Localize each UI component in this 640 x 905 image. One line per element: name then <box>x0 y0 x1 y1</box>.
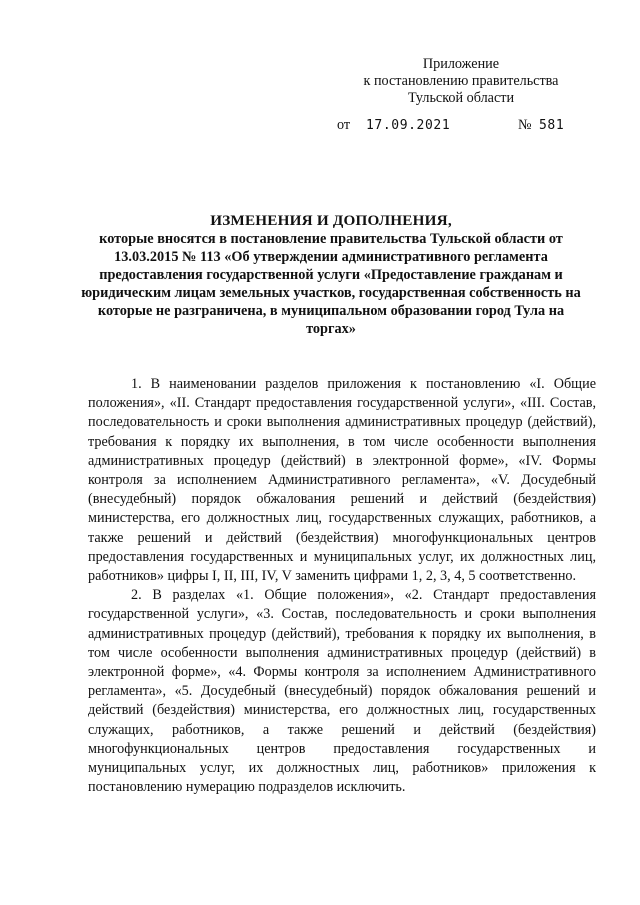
document-body <box>88 375 596 797</box>
annex-line-3: Тульской области <box>407 90 515 106</box>
paragraph-2: 2. В разделах «1. Общие положения», «2. Стандарт предоставления государственной услуги», «3. Состав, последовательность и сроки выполнения административных процедур (действий), требования к порядку их выполнения, в том числе особенности выполнения административных процедур (действий) в электронной форме», «4. Формы контроля за исполнением Административного регламента», «5. Досудебный (внесудебный) порядок обжалования решений и действий (бездействия) министерства, его должностных лиц, государственных служащих, работников, а также решений и действий (бездействия) многофункциональных центров предоставления государственных и муниципальных услуг, их должностных лиц, работников» приложения к постановлению нумерацию подразделов исключить. <box>88 587 596 796</box>
annex-block <box>346 56 576 107</box>
resolution-date-line <box>337 117 577 135</box>
annex-line-1: Приложение <box>422 56 500 72</box>
document-subtitle: которые вносятся в постановление правительства Тульской области от 13.03.2015 № 113 «Об утверждении административного регламента предоставления государственной услуги «Предоставление гражданам и юридическим лицам земельных участков, государственная собственность на которые не разграничена, в муниципальном образовании город Тула на торгах» <box>81 231 581 337</box>
paragraph-1: 1. В наименовании разделов приложения к постановлению «I. Общие положения», «II. Стандарт предоставления государственной услуги», «III. Состав, последовательность и сроки выполнения административных процедур (действий), требования к порядку их выполнения, в том числе особенности выполнения административных процедур (действий) в электронной форме», «IV. Формы контроля за исполнением Административного регламента», «V. Досудебный (внесудебный) порядок обжалования решений и действий (бездействия) министерства, его должностных лиц, государственных служащих, работников, а также решений и действий (бездействия) многофункциональных центров предоставления государственных и муниципальных услуг, их должностных лиц, работников» цифры I, II, III, IV, V заменить цифрами 1, 2, 3, 4, 5 соответственно. <box>88 376 596 585</box>
number-label: № <box>518 117 532 133</box>
document-title: ИЗМЕНЕНИЯ И ДОПОЛНЕНИЯ, <box>210 212 452 229</box>
date-from-label: от <box>337 117 351 133</box>
resolution-date: 17.09.2021 <box>366 118 451 133</box>
resolution-number: 581 <box>539 118 565 133</box>
document-heading <box>78 212 584 338</box>
annex-line-2: к постановлению правительства <box>363 73 559 89</box>
